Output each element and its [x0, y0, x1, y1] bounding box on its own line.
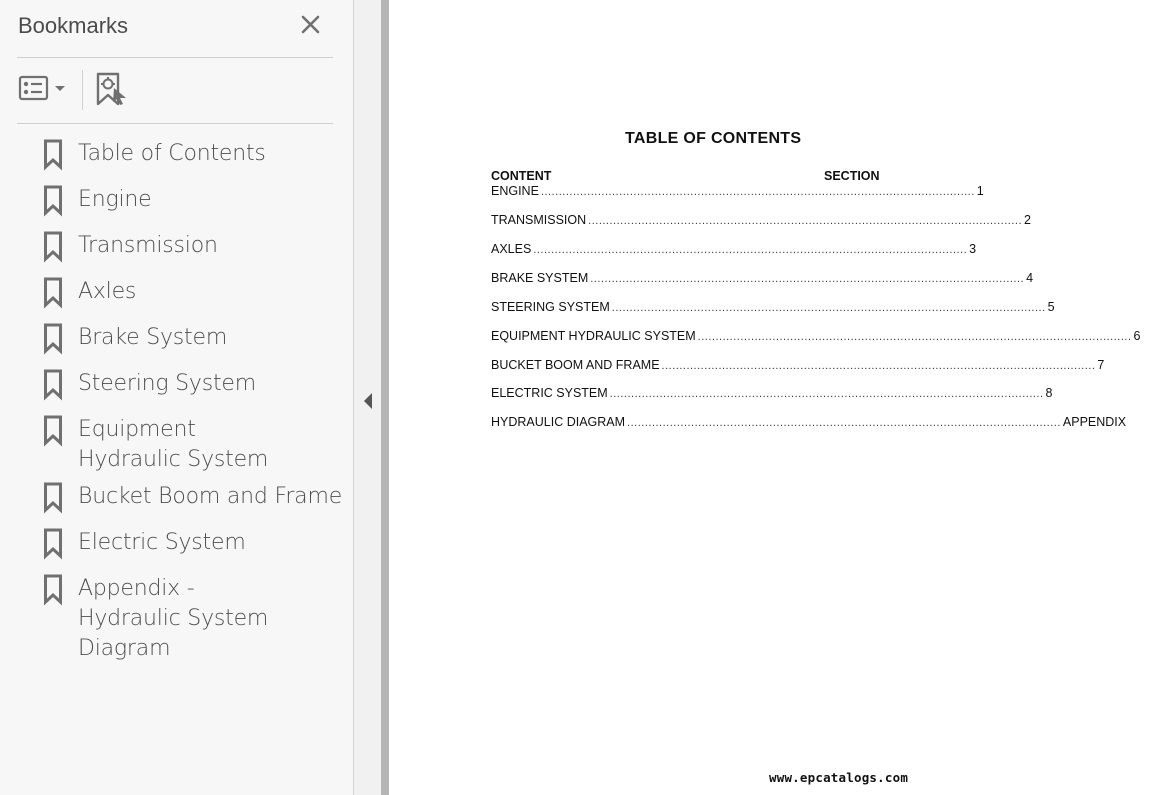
bookmark-options-icon — [16, 74, 70, 106]
toc-entry-section: 6 — [1133, 329, 1141, 343]
dot-leader: .......................................................................................................................... — [661, 360, 1096, 372]
bookmark-label: Steering System — [78, 371, 256, 396]
bookmark-label: Brake System — [78, 325, 228, 350]
toolbar-divider — [82, 70, 83, 110]
toc-row[interactable] — [491, 415, 1127, 431]
bookmark-icon — [43, 369, 63, 399]
toc-entry-name: TRANSMISSION — [491, 213, 587, 227]
dot-leader: .......................................................................................................................... — [590, 273, 1025, 285]
toc-entry-name: ENGINE — [491, 184, 539, 198]
new-bookmark-button[interactable] — [94, 72, 130, 108]
content-column-header: CONTENT — [491, 169, 552, 183]
divider — [17, 57, 333, 58]
toc-entry-name: ELECTRIC SYSTEM — [491, 386, 608, 400]
toc-entry-name: AXLES — [491, 242, 532, 256]
bookmark-icon — [43, 323, 63, 353]
bookmark-label: Electric System — [78, 530, 246, 555]
bookmark-icon — [43, 528, 63, 558]
document-edge — [381, 0, 389, 795]
bookmark-icon — [43, 574, 63, 604]
toc-entry-section: 7 — [1097, 358, 1105, 372]
bookmarks-panel — [0, 0, 354, 795]
bookmark-options-button[interactable] — [16, 74, 70, 106]
dot-leader: .......................................................................................................................... — [533, 244, 968, 256]
bookmark-label: Axles — [78, 279, 137, 304]
toc-entry-name: BUCKET BOOM AND FRAME — [491, 358, 660, 372]
toc-row[interactable] — [491, 184, 984, 200]
section-column-header: SECTION — [824, 169, 880, 183]
bookmark-icon — [43, 415, 63, 445]
divider — [17, 123, 333, 124]
new-bookmark-icon — [94, 72, 130, 108]
toc-entry-section: 5 — [1047, 300, 1055, 314]
bookmark-icon — [43, 231, 63, 261]
bookmark-icon — [43, 139, 63, 169]
bookmark-icon — [43, 185, 63, 215]
bookmark-label: Transmission — [78, 233, 218, 258]
collapse-panel-button[interactable] — [361, 390, 375, 412]
toc-row[interactable] — [491, 213, 1031, 229]
toc-entry-name: STEERING SYSTEM — [491, 300, 610, 314]
watermark: www.epcatalogs.com — [769, 770, 909, 785]
dot-leader: .......................................................................................................................... — [540, 186, 975, 198]
toc-row[interactable] — [491, 300, 1055, 316]
toc-entry-section: 3 — [969, 242, 977, 256]
chevron-down-icon — [55, 86, 65, 91]
collapse-left-icon — [361, 390, 375, 412]
close-panel-button[interactable] — [296, 10, 326, 40]
toc-entry-section: 1 — [976, 184, 984, 198]
bookmark-label: Appendix - Hydraulic System Diagram — [78, 576, 269, 661]
dot-leader: .......................................................................................................................... — [627, 417, 1061, 429]
toc-title: TABLE OF CONTENTS — [625, 130, 802, 147]
toc-entry-section: 4 — [1026, 271, 1034, 285]
toc-row[interactable] — [491, 386, 1053, 402]
toc-entry-name: BRAKE SYSTEM — [491, 271, 589, 285]
toc-entry-section: APPENDIX — [1062, 415, 1127, 429]
dot-leader: .......................................................................................................................... — [697, 331, 1132, 343]
close-icon — [296, 10, 326, 40]
toc-entry-name: HYDRAULIC DIAGRAM — [491, 415, 626, 429]
bookmark-icon — [43, 482, 63, 512]
toc-row[interactable] — [491, 271, 1034, 287]
dot-leader: .......................................................................................................................... — [611, 302, 1046, 314]
panel-title: Bookmarks — [18, 13, 129, 38]
dot-leader: .......................................................................................................................... — [588, 215, 1023, 227]
dot-leader: .......................................................................................................................... — [609, 388, 1044, 400]
toc-entry-name: EQUIPMENT HYDRAULIC SYSTEM — [491, 329, 696, 343]
toc-entry-section: 8 — [1045, 386, 1053, 400]
document-page — [389, 0, 1141, 795]
toc-entry-section: 2 — [1024, 213, 1031, 227]
toc-row[interactable] — [491, 358, 1105, 374]
bookmark-label: Equipment Hydraulic System — [78, 417, 269, 472]
toc-row[interactable] — [491, 329, 1141, 345]
toc-row[interactable] — [491, 242, 977, 258]
bookmark-label: Table of Contents — [78, 141, 266, 166]
bookmark-label: Bucket Boom and Frame — [78, 484, 343, 509]
bookmark-icon — [43, 277, 63, 307]
bookmark-label: Engine — [78, 187, 152, 212]
